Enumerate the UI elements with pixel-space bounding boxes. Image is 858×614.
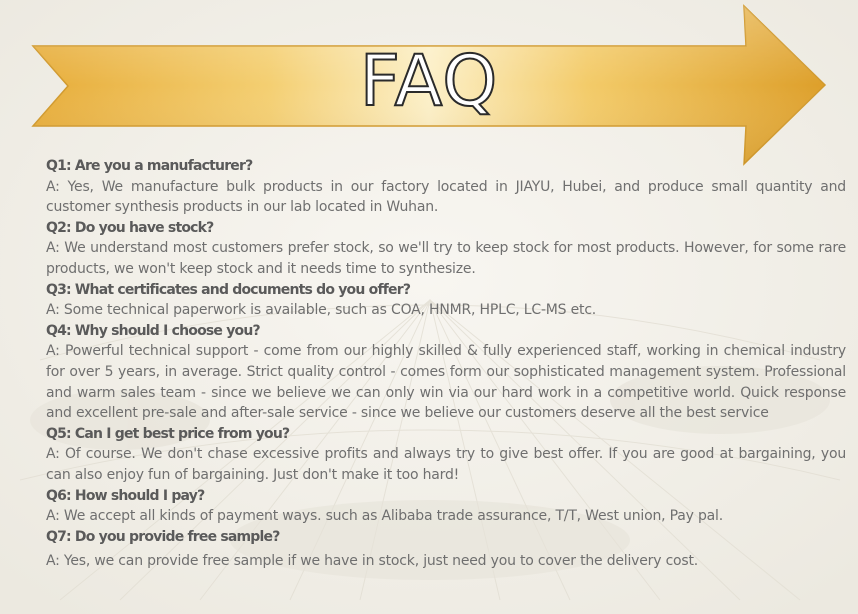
answer-text: A: Some technical paperwork is available, such as COA, HNMR, HPLC, LC-MS etc. (46, 302, 597, 319)
faq-list (46, 156, 846, 572)
question-text: Q4: Why should I choose you? (46, 322, 260, 339)
question-text: Q6: How should I pay? (46, 487, 205, 504)
faq-item-q6 (46, 486, 846, 527)
faq-item-q2 (46, 218, 846, 280)
question-text: Q2: Do you have stock? (46, 219, 214, 236)
question-text: Q7: Do you provide free sample? (46, 528, 280, 545)
faq-item-q4 (46, 321, 846, 424)
answer-text: A: Yes, we can provide free sample if we have in stock, just need you to cover the delivery cost. (46, 553, 699, 570)
answer-text: A: Powerful technical support - come from our highly skilled & fully experienced staff, working in chemical industry for over 5 years, in average. Strict quality control - comes form our sophisticated management system. Professional and warm sales team - since we believe we can only win via our hard work in a competitive world. Quick response and excellent pre-sale and after-sale service - since we believe our customers deserve all the best service (46, 343, 846, 422)
faq-item-q5 (46, 424, 846, 486)
question-text: Q5: Can I get best price from you? (46, 425, 290, 442)
question-text: Q3: What certificates and documents do you offer? (46, 281, 411, 298)
answer-text: A: We understand most customers prefer stock, so we'll try to keep stock for most products. However, for some rare products, we won't keep stock and it needs time to synthesize. (46, 240, 846, 277)
question-text: Q1: Are you a manufacturer? (46, 158, 253, 174)
page-title: FAQ (359, 40, 499, 122)
answer-text: A: We accept all kinds of payment ways. such as Alibaba trade assurance, T/T, West union, Pay pal. (46, 508, 723, 525)
faq-item-q1 (46, 156, 846, 218)
faq-item-q7 (46, 527, 846, 572)
answer-text: A: Of course. We don't chase excessive profits and always try to give best offer. If you are good at bargaining, you can also enjoy fun of bargaining. Just don't make it too hard! (46, 446, 846, 483)
faq-item-q3 (46, 280, 846, 321)
answer-text: A: Yes, We manufacture bulk products in our factory located in JIAYU, Hubei, and produce small quantity and customer synthesis products in our lab located in Wuhan. (46, 178, 846, 216)
